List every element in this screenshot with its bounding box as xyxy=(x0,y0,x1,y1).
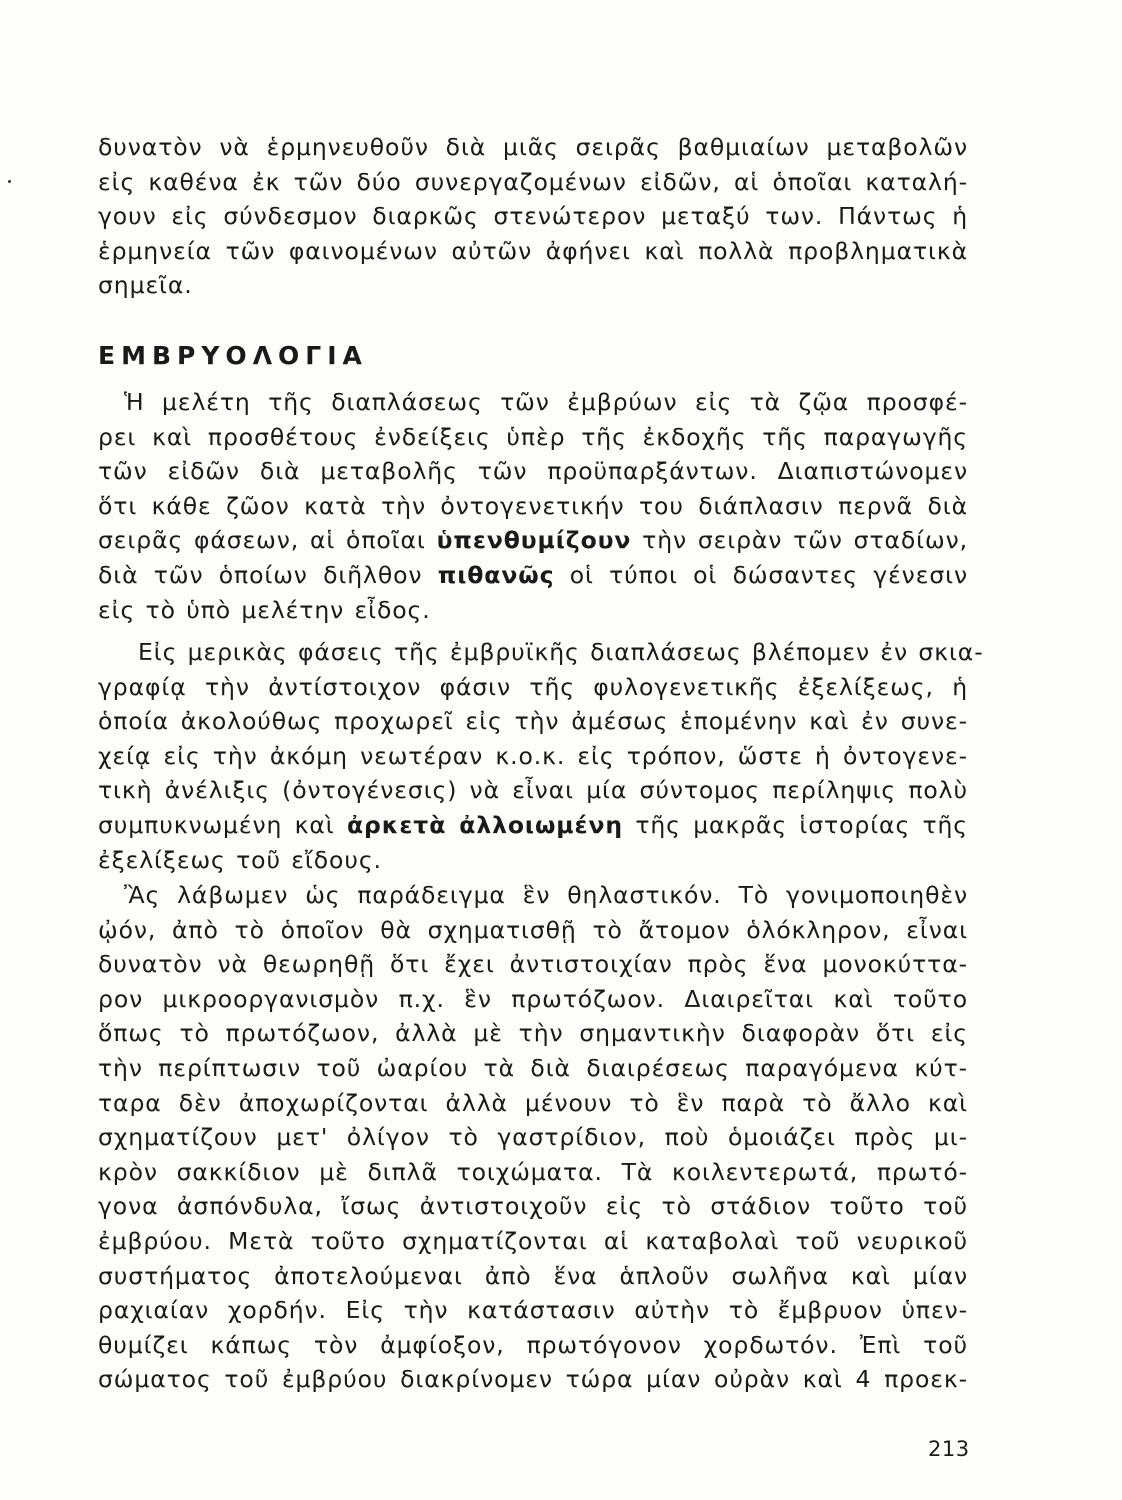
text-run: τῆς μακρᾶς ἱστορίας τῆς xyxy=(623,810,968,839)
text-line: σχηματίζουν μετ' ὀλίγον τὸ γαστρίδιον, ποὺ ὁμοιάζει πρὸς μι- xyxy=(98,1123,968,1152)
text-line: Ἡ μελέτη τῆς διαπλάσεως τῶν ἐμβρύων εἰς τὰ ζῷα προσφέ- xyxy=(124,388,968,416)
text-line: Εἰς μερικὰς φάσεις τῆς ἐμβρυϊκῆς διαπλάσεως βλέπομεν ἐν σκια- xyxy=(138,638,984,666)
text-line: ραχιαίαν χορδήν. Εἰς τὴν κατάστασιν αὐτὴν τὸ ἔμβρυον ὑπεν- xyxy=(98,1296,968,1325)
page-number: 213 xyxy=(928,1437,970,1461)
text-run: συμπυκνωμένη καὶ xyxy=(98,810,347,839)
margin-speck xyxy=(8,180,11,183)
text-run: οἱ τύποι οἱ δώσαντες γένεσιν xyxy=(554,560,968,589)
text-line: ρον μικροοργανισμὸν π.χ. ἓν πρωτόζωον. Διαιρεῖται καὶ τοῦτο xyxy=(98,984,968,1013)
text-line-with-emphasis xyxy=(98,808,968,843)
text-line: κρὸν σακκίδιον μὲ διπλᾶ τοιχώματα. Τὰ κοιλεντερωτά, πρωτό- xyxy=(98,1157,968,1186)
text-line: εἰς τὸ ὑπὸ μελέτην εἶδος. xyxy=(98,595,431,624)
text-line: σώματος τοῦ ἐμβρύου διακρίνομεν τώρα μίαν οὐρὰν καὶ 4 προεκ- xyxy=(98,1365,968,1394)
text-line: θυμίζει κάπως τὸν ἀμφίοξον, πρωτόγονον χορδωτόν. Ἐπὶ τοῦ xyxy=(98,1330,968,1359)
text-line: χείᾳ εἰς τὴν ἀκόμη νεωτέραν κ.ο.κ. εἰς τρόπον, ὥστε ἡ ὀντογενε- xyxy=(98,741,968,770)
paragraph-embryology-intro xyxy=(98,385,968,627)
text-line: δυνατὸν νὰ ἑρμηνευθοῦν διὰ μιᾶς σειρᾶς βαθμιαίων μεταβολῶν xyxy=(98,133,968,161)
paragraph-continuation xyxy=(98,130,968,303)
text-line: ὁποία ἀκολούθως προχωρεῖ εἰς τὴν ἀμέσως ἑπομένην καὶ ἐν συνε- xyxy=(98,707,968,736)
text-line-with-emphasis xyxy=(98,523,968,558)
text-line: τῶν εἰδῶν διὰ μεταβολῆς τῶν προϋπαρξάντων. Διαπιστώνομεν xyxy=(98,457,968,486)
text-run: τὴν σειρὰν τῶν σταδίων, xyxy=(631,526,968,555)
text-line: συστήματος ἀποτελούμεναι ἀπὸ ἕνα ἁπλοῦν σωλῆνα καὶ μίαν xyxy=(98,1261,968,1290)
section-heading: ΕΜΒΡΥΟΛΟΓΙΑ xyxy=(98,341,368,370)
text-run: διὰ τῶν ὁποίων διῆλθον xyxy=(98,560,438,589)
text-line: εἰς καθένα ἐκ τῶν δύο συνεργαζομένων εἰδῶν, αἱ ὁποῖαι καταλή- xyxy=(98,167,968,196)
text-line: γουν εἰς σύνδεσμον διαρκῶς στενώτερον μεταξύ των. Πάντως ἡ xyxy=(98,202,968,231)
text-line: ὅτι κάθε ζῶον κατὰ τὴν ὀντογενετικήν του διάπλασιν περνᾶ διὰ xyxy=(98,491,968,520)
text-line-with-emphasis xyxy=(98,558,968,593)
paragraph-recapitulation xyxy=(98,635,984,877)
paragraph-mammal-example xyxy=(98,878,968,1397)
text-line: γραφίᾳ τὴν ἀντίστοιχον φάσιν τῆς φυλογενετικῆς ἐξελίξεως, ἡ xyxy=(98,672,968,701)
text-line: ἑρμηνεία τῶν φαινομένων αὐτῶν ἀφήνει καὶ πολλὰ προβληματικὰ xyxy=(98,236,968,265)
emphasis-term: ὑπενθυμίζουν xyxy=(436,526,632,555)
emphasis-term: ἀρκετὰ ἀλλοιωμένη xyxy=(346,810,624,839)
text-line: ἐξελίξεως τοῦ εἴδους. xyxy=(98,845,382,874)
text-line: δυνατὸν νὰ θεωρηθῇ ὅτι ἔχει ἀντιστοιχίαν πρὸς ἕνα μονοκύττα- xyxy=(98,950,968,979)
text-line: τὴν περίπτωσιν τοῦ ὠαρίου τὰ διὰ διαιρέσεως παραγόμενα κύτ- xyxy=(98,1053,968,1082)
text-line: τικὴ ἀνέλιξις (ὀντογένεσις) νὰ εἶναι μία σύντομος περίληψις πολὺ xyxy=(98,776,968,805)
emphasis-term: πιθανῶς xyxy=(437,560,555,589)
text-line: ὅπως τὸ πρωτόζωον, ἀλλὰ μὲ τὴν σημαντικὴν διαφορὰν ὅτι εἰς xyxy=(98,1019,968,1048)
text-line: γονα ἀσπόνδυλα, ἴσως ἀντιστοιχοῦν εἰς τὸ στάδιον τοῦτο τοῦ xyxy=(98,1192,968,1221)
text-line: ἐμβρύου. Μετὰ τοῦτο σχηματίζονται αἱ καταβολαὶ τοῦ νευρικοῦ xyxy=(98,1226,968,1255)
text-line: ταρα δὲν ἀποχωρίζονται ἀλλὰ μένουν τὸ ἓν παρὰ τὸ ἄλλο καὶ xyxy=(98,1088,968,1117)
text-run: σειρᾶς φάσεων, αἱ ὁποῖαι xyxy=(98,526,437,555)
text-line: ρει καὶ προσθέτους ἐνδείξεις ὑπὲρ τῆς ἐκδοχῆς τῆς παραγωγῆς xyxy=(98,422,968,451)
text-line: Ἂς λάβωμεν ὡς παράδειγμα ἓν θηλαστικόν. Τὸ γονιμοποιηθὲν xyxy=(124,881,968,909)
text-line: σημεῖα. xyxy=(98,271,193,300)
text-line: ᾠόν, ἀπὸ τὸ ὁποῖον θὰ σχηματισθῇ τὸ ἄτομον ὁλόκληρον, εἶναι xyxy=(98,915,968,944)
